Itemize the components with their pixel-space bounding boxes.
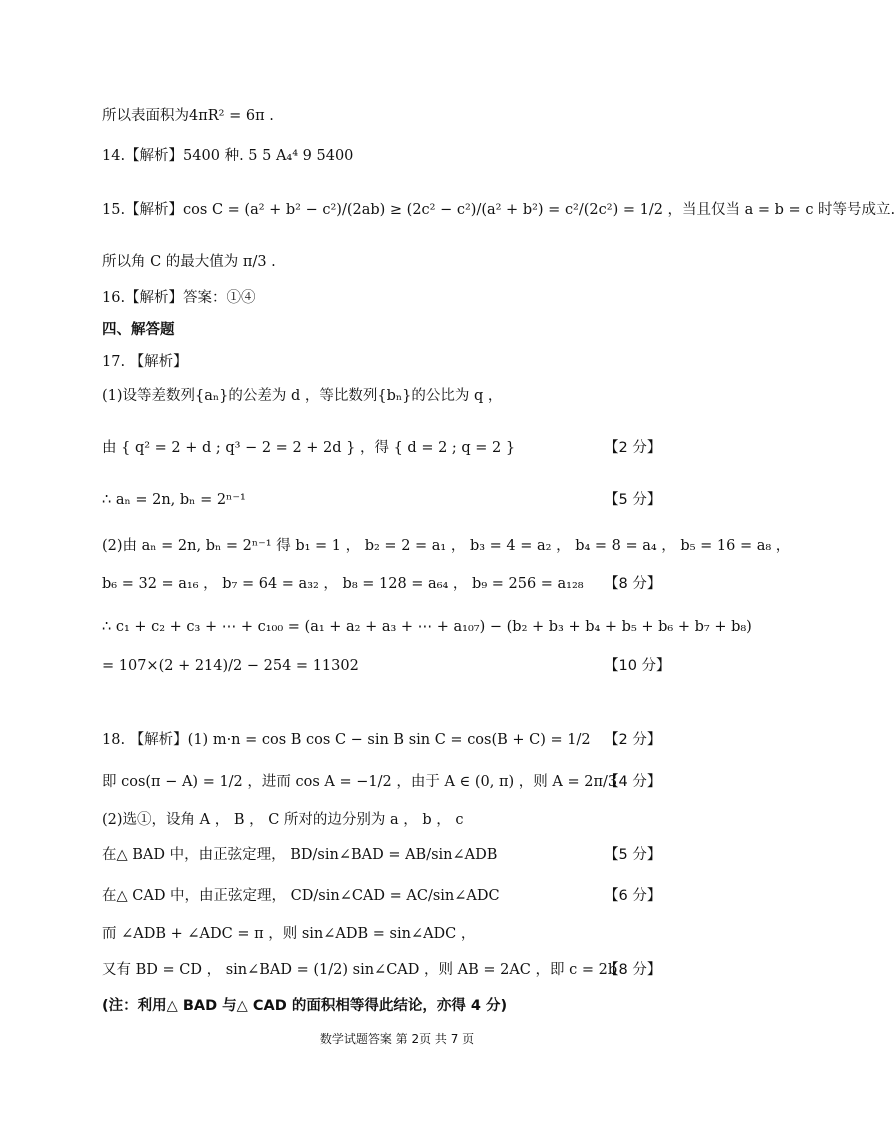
- score-mark: 【5 分】: [604, 847, 662, 863]
- text-line: 而 ∠ADB + ∠ADC = π ，则 sin∠ADB = sin∠ADC ，: [102, 926, 476, 942]
- note-line: (注：利用△ BAD 与△ CAD 的面积相等得此结论，亦得 4 分): [102, 998, 508, 1014]
- text-line: (2)由 aₙ = 2n, bₙ = 2ⁿ⁻¹ 得 b₁ = 1 ， b₂ = 2 = a₁ ， b₃ = 4 = a₂ ， b₄ = 8 = a₄ ， b₅ = 16 = a₈ ，: [102, 538, 791, 554]
- score-mark: 【2 分】: [604, 732, 662, 748]
- text-line: = 107×(2 + 214)/2 − 254 = 11302: [102, 658, 359, 674]
- text-line: (2)选①，设角 A ， B ， C 所对的边分别为 a ， b ， c: [102, 812, 464, 828]
- text-line: 15.【解析】cos C = (a² + b² − c²)/(2ab) ≥ (2c² − c²)/(a² + b²) = c²/(2c²) = 1/2 ，当且仅当 a = b = c 时等号成立.: [102, 202, 895, 218]
- text-line: 所以表面积为4πR² = 6π .: [102, 108, 274, 124]
- text-line: (1)设等差数列{aₙ}的公差为 d ，等比数列{bₙ}的公比为 q ，: [102, 388, 503, 404]
- text-line: 所以角 C 的最大值为 π/3 .: [102, 254, 276, 270]
- score-mark: 【4 分】: [604, 774, 662, 790]
- text-line: 16.【解析】答案：①④: [102, 290, 256, 306]
- score-mark: 【10 分】: [604, 658, 671, 674]
- score-mark: 【8 分】: [604, 576, 662, 592]
- score-mark: 【5 分】: [604, 492, 662, 508]
- section-heading: 四、解答题: [102, 322, 175, 338]
- page-footer: 数学试题答案 第 2页 共 7 页: [319, 1032, 475, 1046]
- text-line: 14.【解析】5400 种. 5 5 A₄⁴ 9 5400: [102, 148, 354, 164]
- text-line: 在△ CAD 中，由正弦定理， CD/sin∠CAD = AC/sin∠ADC: [102, 888, 500, 904]
- text-line: 即 cos(π − A) = 1/2 ，进而 cos A = −1/2 ，由于 A ∈ (0, π) ，则 A = 2π/3: [102, 774, 618, 790]
- score-mark: 【6 分】: [604, 888, 662, 904]
- text-line: 17. 【解析】: [102, 354, 188, 370]
- text-line: 由 { q² = 2 + d ; q³ − 2 = 2 + 2d } ，得 { d = 2 ; q = 2 }: [102, 440, 516, 456]
- text-line: ∴ c₁ + c₂ + c₃ + ⋯ + c₁₀₀ = (a₁ + a₂ + a₃ + ⋯ + a₁₀₇) − (b₂ + b₃ + b₄ + b₅ + b₆ + b₇ + b₈): [102, 619, 752, 635]
- text-line: 18. 【解析】(1) m·n = cos B cos C − sin B sin C = cos(B + C) = 1/2: [102, 732, 591, 748]
- score-mark: 【2 分】: [604, 440, 662, 456]
- score-mark: 【8 分】: [604, 962, 662, 978]
- text-line: ∴ aₙ = 2n, bₙ = 2ⁿ⁻¹: [102, 492, 246, 508]
- text-line: b₆ = 32 = a₁₆ ， b₇ = 64 = a₃₂ ， b₈ = 128 = a₆₄ ， b₉ = 256 = a₁₂₈: [102, 576, 584, 592]
- text-line: 在△ BAD 中，由正弦定理， BD/sin∠BAD = AB/sin∠ADB: [102, 847, 498, 863]
- text-line: 又有 BD = CD ， sin∠BAD = (1/2) sin∠CAD ，则 AB = 2AC ，即 c = 2b: [102, 962, 618, 978]
